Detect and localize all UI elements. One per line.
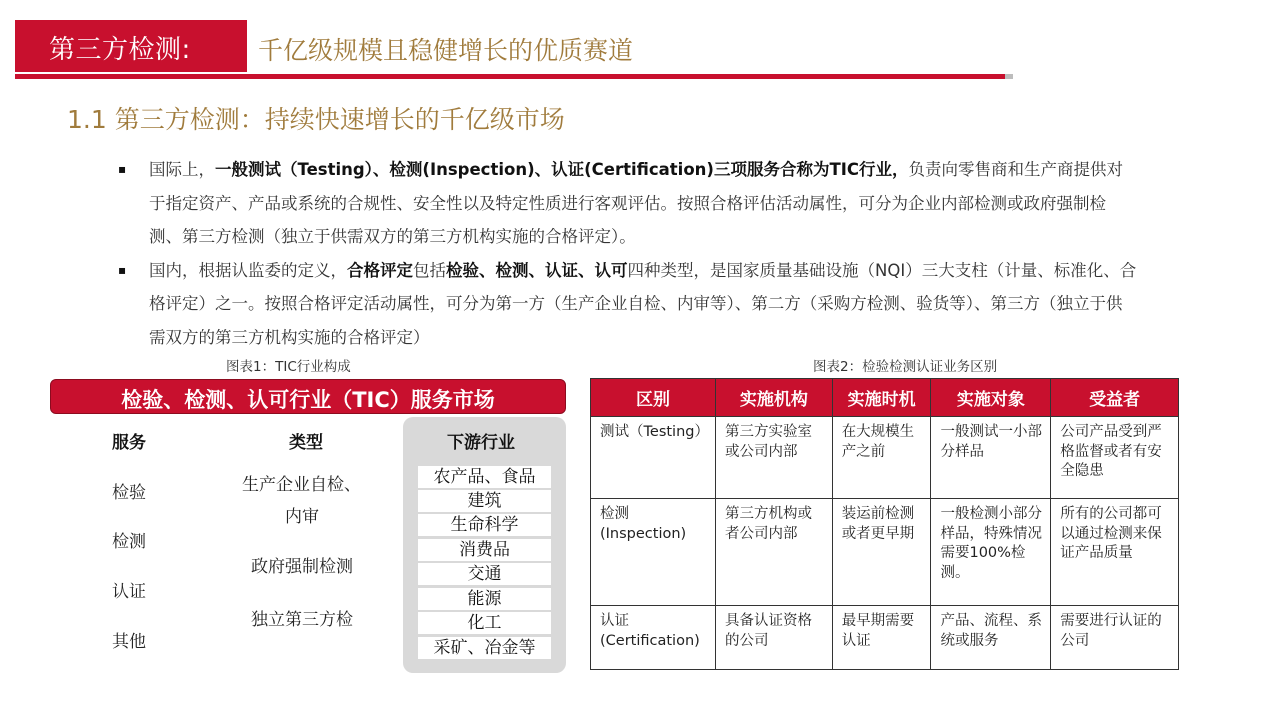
- bullet-list: [118, 153, 1138, 354]
- downstream-item: 生命科学: [418, 514, 551, 536]
- tic-comparison-table: [590, 378, 1179, 670]
- table-cell: 一般检测小部分样品，特殊情况需要100%检测。: [931, 499, 1051, 606]
- bullet-text: 包括: [413, 260, 446, 280]
- service-item: 其他: [112, 632, 146, 652]
- header-divider: [15, 74, 1005, 79]
- downstream-item: 能源: [418, 588, 551, 610]
- table-cell: 装运前检测或者更早期: [832, 499, 931, 606]
- downstream-item: 化工: [418, 612, 551, 634]
- col-header-type: 类型: [289, 433, 323, 453]
- downstream-item: 建筑: [418, 490, 551, 512]
- table-header-row: [591, 379, 1179, 417]
- table-row: [591, 417, 1179, 499]
- table-cell: 最早期需要认证: [832, 606, 931, 670]
- downstream-item: 农产品、食品: [418, 466, 551, 488]
- type-item: 生产企业自检、: [242, 475, 361, 495]
- header-divider-end: [1005, 74, 1013, 79]
- bullet-item-international: [118, 153, 1138, 254]
- table-cell: 具备认证资格的公司: [715, 606, 832, 670]
- table-cell: 在大规模生产之前: [832, 417, 931, 499]
- downstream-item: 采矿、冶金等: [418, 637, 551, 659]
- table-cell: 第三方实验室或公司内部: [715, 417, 832, 499]
- type-item: 内审: [285, 507, 319, 527]
- type-item: 独立第三方检: [251, 610, 353, 630]
- col-header-downstream: 下游行业: [447, 433, 515, 453]
- header-title: 千亿级规模且稳健增长的优质赛道: [258, 36, 634, 65]
- section-title: 1.1 第三方检测：持续快速增长的千亿级市场: [67, 105, 565, 134]
- table-header-cell: 受益者: [1051, 379, 1179, 417]
- table-cell: 第三方机构或者公司内部: [715, 499, 832, 606]
- table-header-cell: 实施时机: [832, 379, 931, 417]
- header-tag: [15, 20, 247, 72]
- table-header-cell: 区别: [591, 379, 716, 417]
- table-cell: 测试（Testing）: [591, 417, 716, 499]
- table-header-cell: 实施对象: [931, 379, 1051, 417]
- header-tag-label: 第三方检测:: [49, 35, 191, 65]
- bullet-item-domestic: [118, 254, 1138, 355]
- bullet-text: 四种类型，是国家质量基础设施（NQI）三大支柱（计量、标准化、合格评定）之一。按照合格评定活动属性，可分为第一方（生产企业自检、内审等）、第二方（采购方检测、验货等）、第三方（独立于供需双方的第三方机构实施的合格评定）: [149, 260, 1137, 347]
- type-item: 政府强制检测: [251, 557, 353, 577]
- table-cell: 需要进行认证的公司: [1051, 606, 1179, 670]
- bullet-bold-text: 合格评定: [347, 260, 413, 280]
- table-row: [591, 499, 1179, 606]
- bullet-bold-text: 检验、检测、认证、认可: [446, 260, 628, 280]
- bullet-bold-text: 一般测试（Testing）、检测(Inspection)、认证(Certification)三项服务合称为TIC行业，: [215, 160, 909, 179]
- figure2-caption: 图表2：检验检测认证业务区别: [813, 359, 998, 375]
- bullet-text: 国内，根据认监委的定义，: [149, 260, 347, 280]
- bullet-text: 国际上，: [149, 160, 215, 179]
- service-item: 认证: [112, 582, 146, 602]
- tic-banner-label: 检验、检测、认可行业（TIC）服务市场: [121, 388, 495, 412]
- figure1-caption: 图表1：TIC行业构成: [226, 359, 351, 375]
- bullet-text: 负责向零售商和生产商提供对于指定资产、产品或系统的合规性、安全性以及特定性质进行客观评估。按照合格评估活动属性，可分为企业内部检测或政府强制检测、第三方检测（独立于供需双方的第三方机构实施的合格评定）。: [149, 160, 1123, 246]
- downstream-item: 交通: [418, 563, 551, 585]
- service-item: 检验: [112, 483, 146, 503]
- tic-banner: [50, 379, 566, 414]
- downstream-item: 消费品: [418, 539, 551, 561]
- table-header-cell: 实施机构: [715, 379, 832, 417]
- table-row: [591, 606, 1179, 670]
- table-cell: 所有的公司都可以通过检测来保证产品质量: [1051, 499, 1179, 606]
- col-header-service: 服务: [112, 433, 146, 453]
- table-cell: 认证(Certification): [591, 606, 716, 670]
- table-cell: 检测(Inspection): [591, 499, 716, 606]
- table-cell: 一般测试一小部分样品: [931, 417, 1051, 499]
- table-cell: 产品、流程、系统或服务: [931, 606, 1051, 670]
- service-item: 检测: [112, 532, 146, 552]
- table-cell: 公司产品受到严格监督或者有安全隐患: [1051, 417, 1179, 499]
